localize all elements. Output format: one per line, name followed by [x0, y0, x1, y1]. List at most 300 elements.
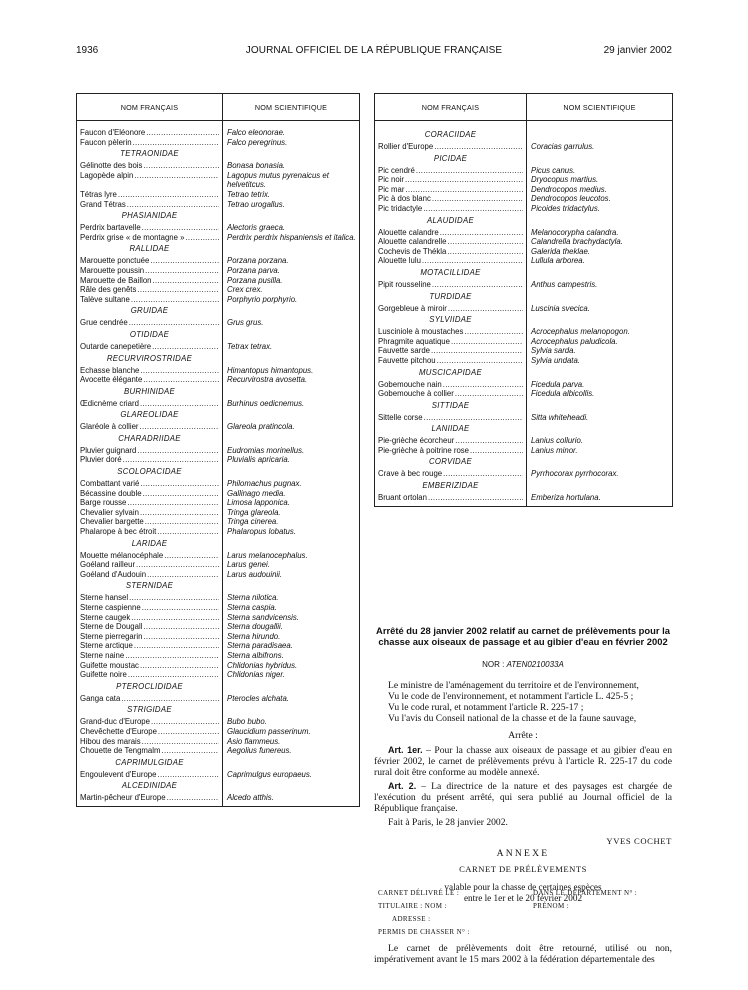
issue-date: 29 janvier 2002	[603, 45, 672, 56]
scientific-name: Falco eleonorae.	[227, 128, 286, 137]
french-name-cell	[77, 527, 223, 537]
french-name-cell	[375, 228, 527, 238]
dot-leader	[440, 228, 523, 238]
scientific-name: Grus grus.	[227, 318, 264, 328]
species-row	[77, 138, 360, 148]
species-row	[77, 651, 360, 661]
family-spacer	[527, 266, 673, 280]
french-name-cell	[77, 622, 223, 632]
family-name: SYLVIIDAE	[375, 313, 527, 327]
family-row	[77, 680, 360, 694]
dot-leader	[405, 175, 523, 185]
dot-leader	[143, 622, 219, 632]
form-field-adresse: ADRESSE :	[392, 915, 431, 923]
french-name: Mouette mélanocéphale	[80, 550, 164, 560]
family-spacer	[223, 242, 360, 256]
family-row	[375, 121, 673, 143]
form-field-prenom: PRÉNOM :	[533, 902, 570, 910]
dot-leader	[443, 469, 523, 479]
species-row	[77, 670, 360, 680]
french-name-cell	[375, 493, 527, 506]
french-name: Chouette de Tengmalm	[80, 746, 161, 756]
species-row	[77, 266, 360, 276]
family-name: PHASIANIDAE	[77, 209, 223, 223]
french-name-cell	[77, 570, 223, 580]
species-row	[77, 256, 360, 266]
scientific-name: Larus genei.	[227, 560, 270, 570]
french-name-cell	[77, 651, 223, 661]
french-name-cell	[77, 670, 223, 680]
french-name-cell	[77, 641, 223, 651]
species-row	[375, 436, 673, 446]
dot-leader	[140, 661, 219, 671]
french-name: Sterne pierregarin	[80, 631, 143, 641]
species-row	[375, 327, 673, 337]
form-field-titulaire-nom: TITULAIRE : NOM :	[378, 902, 447, 910]
french-name-cell	[77, 190, 223, 200]
family-name: MOTACILLIDAE	[375, 266, 527, 280]
scientific-name: Dendrocopos medius.	[531, 184, 607, 194]
family-name: OTIDIDAE	[77, 328, 223, 342]
scientific-name: Asio flammeus.	[227, 736, 281, 746]
dot-leader	[131, 295, 219, 305]
carnet-title: CARNET DE PRÉLÈVEMENTS	[459, 864, 587, 874]
family-name: STERNIDAE	[77, 579, 223, 593]
scientific-name: Limosa lapponica.	[227, 498, 290, 508]
french-name: Echasse blanche	[80, 365, 140, 375]
french-name-cell	[375, 280, 527, 290]
family-spacer	[223, 537, 360, 551]
species-row	[77, 632, 360, 642]
dot-leader	[123, 455, 219, 465]
form-field-carnet-delivre: CARNET DÉLIVRÉ LE :	[378, 889, 460, 897]
french-name: Grand-duc d'Europe	[80, 717, 150, 727]
french-name-cell	[375, 175, 527, 185]
dot-leader	[464, 327, 523, 337]
family-name: CORVIDAE	[375, 455, 527, 469]
french-name-cell	[77, 161, 223, 171]
dot-leader	[118, 190, 219, 200]
family-row	[375, 479, 673, 493]
species-row	[77, 746, 360, 756]
family-spacer	[527, 152, 673, 166]
article-1-label: Art. 1er.	[388, 745, 423, 755]
scientific-name: Bonasa bonasia.	[227, 161, 286, 171]
scientific-name: Bubo bubo.	[227, 717, 267, 727]
french-name-cell	[77, 455, 223, 465]
dot-leader	[143, 489, 219, 499]
family-name: ALAUDIDAE	[375, 214, 527, 228]
family-name: GLAREOLIDAE	[77, 408, 223, 422]
french-name: Perdrix bartavelle	[80, 223, 141, 233]
dot-leader	[128, 670, 219, 680]
dot-leader	[428, 493, 523, 503]
dot-leader	[121, 694, 219, 704]
french-name-cell	[77, 727, 223, 737]
french-name: Sterne de Dougall	[80, 622, 143, 632]
family-name: LANIIDAE	[375, 422, 527, 436]
scientific-name: Sterna nilotica.	[227, 593, 279, 603]
dot-leader	[145, 266, 219, 276]
dot-leader	[161, 746, 219, 756]
family-name: TETRAONIDAE	[77, 147, 223, 161]
french-name-cell	[77, 632, 223, 642]
dot-leader	[143, 375, 219, 385]
family-name: RALLIDAE	[77, 242, 223, 256]
french-name: Fauvette pitchou	[378, 355, 436, 365]
french-name-cell	[77, 746, 223, 756]
scientific-name: Philomachus pugnax.	[227, 479, 302, 489]
french-name-cell	[375, 413, 527, 423]
species-row	[375, 175, 673, 185]
family-spacer	[223, 352, 360, 366]
french-name: Pluvier doré	[80, 455, 122, 465]
form-row-adresse	[392, 915, 686, 923]
article-2	[374, 781, 672, 814]
family-row	[77, 779, 360, 793]
article-1	[374, 745, 672, 778]
article-2-text: – La directrice de la nature et des paysages est chargée de l'exécution du présent arrêté, qui sera publié au Journal officiel de la République française.	[374, 781, 672, 814]
nor-label: NOR :	[482, 660, 505, 669]
french-name: Pic tridactyle	[378, 203, 423, 213]
scientific-name: Lanius collurio.	[531, 436, 584, 446]
family-row	[375, 455, 673, 469]
french-name-cell	[77, 446, 223, 456]
family-row	[77, 465, 360, 479]
family-row	[77, 242, 360, 256]
scientific-name: Eudromias morinellus.	[227, 445, 305, 455]
species-row	[77, 223, 360, 233]
dot-leader	[131, 613, 219, 623]
scientific-name: Anthus campestris.	[531, 279, 598, 289]
french-name-cell	[77, 508, 223, 518]
scientific-name: Himantopus himantopus.	[227, 365, 314, 375]
species-row	[77, 489, 360, 499]
scientific-name: Sterna dougallii.	[227, 622, 283, 632]
dot-leader	[448, 304, 523, 314]
french-name: Pluvier guignard	[80, 445, 137, 455]
dot-leader	[143, 161, 219, 171]
arrete-paragraph: Le ministre de l'aménagement du territoire et de l'environnement,	[388, 680, 639, 691]
scientific-name: Tetrao tetrix.	[227, 189, 271, 199]
family-name: SITTIDAE	[375, 399, 527, 413]
species-row	[77, 498, 360, 508]
french-name: Crave à bec rouge	[378, 469, 443, 479]
french-name: Hibou des marais	[80, 736, 141, 746]
dot-leader	[140, 366, 219, 376]
french-name: Râle des genêts	[80, 285, 137, 295]
scientific-name: Tetrao urogallus.	[227, 199, 285, 209]
page-header	[76, 45, 672, 59]
dot-leader	[164, 551, 219, 561]
french-name-cell	[77, 593, 223, 603]
family-spacer	[223, 304, 360, 318]
dot-leader	[125, 651, 219, 661]
species-row	[375, 389, 673, 399]
scientific-name: Luscinia svecica.	[531, 303, 590, 313]
family-spacer	[527, 214, 673, 228]
dot-leader	[448, 237, 524, 247]
family-spacer	[223, 432, 360, 446]
french-name-cell	[77, 200, 223, 210]
dot-leader	[134, 171, 219, 181]
family-row	[77, 408, 360, 422]
french-name: Gélinotte des bois	[80, 161, 143, 171]
species-row	[77, 517, 360, 527]
species-row	[77, 613, 360, 623]
scientific-name: Burhinus oedicnemus.	[227, 398, 305, 408]
species-row	[77, 641, 360, 651]
french-name: Pic mar	[378, 184, 405, 194]
scientific-name: Perdrix perdrix hispaniensis et italica.	[227, 232, 356, 242]
form-row-titulaire	[378, 902, 672, 910]
dot-leader	[455, 389, 523, 399]
family-name: PTEROCLIDIDAE	[77, 680, 223, 694]
french-name-cell	[375, 256, 527, 266]
species-row	[77, 161, 360, 171]
scientific-name: Sterna sandvicensis.	[227, 612, 299, 622]
scientific-name: Lullula arborea.	[531, 256, 585, 266]
family-row	[77, 385, 360, 399]
arrete-paragraph: Vu le code de l'environnement, et notamment l'article L. 425-5 ;	[388, 691, 634, 702]
family-spacer	[223, 779, 360, 793]
french-name: Sterne naine	[80, 650, 125, 660]
species-row	[375, 142, 673, 152]
article-1-text: – Pour la chasse aux oiseaux de passage et au gibier d'eau en février 2002, le carnet de prélèvements prévu à l'article R. 225-17 du code rural doit être conforme au modèle annexé.	[374, 745, 672, 778]
family-spacer	[223, 680, 360, 694]
family-row	[375, 214, 673, 228]
french-name-cell	[77, 256, 223, 266]
species-row	[375, 247, 673, 257]
family-spacer	[527, 290, 673, 304]
form-field-departement: DANS LE DÉPARTEMENT N° :	[533, 889, 638, 897]
nor-code: ATEN0210033A	[506, 660, 564, 669]
french-name-cell	[77, 737, 223, 747]
dot-leader	[140, 399, 219, 409]
species-row	[375, 304, 673, 314]
scientific-name: Glareola pratincola.	[227, 422, 295, 432]
validity-line-1: valable pour la chasse de certaines espèces	[444, 882, 602, 892]
french-name-cell	[375, 204, 527, 214]
french-name-cell	[375, 142, 527, 152]
dot-leader	[455, 436, 523, 446]
scientific-name: Falco peregrinus.	[227, 137, 288, 147]
french-name-cell	[375, 436, 527, 446]
family-spacer	[223, 147, 360, 161]
french-name-cell	[77, 603, 223, 613]
dot-leader	[142, 737, 219, 747]
scientific-name: Tringa cinerea.	[227, 517, 279, 527]
dot-leader	[142, 223, 219, 233]
fait-a-paris: Fait à Paris, le 28 janvier 2002.	[388, 817, 508, 828]
form-row-carnet	[378, 889, 672, 897]
family-name: MUSCICAPIDAE	[375, 366, 527, 380]
french-name-cell	[77, 479, 223, 489]
dot-leader	[127, 498, 219, 508]
form-field-permis: PERMIS DE CHASSER N° :	[378, 928, 470, 936]
french-name-cell	[77, 318, 223, 328]
french-name: Alouette lulu	[378, 256, 421, 266]
column-header-french-name: NOM FRANÇAIS	[77, 94, 223, 121]
species-row	[375, 337, 673, 347]
french-name: Perdrix grise « de montagne »	[80, 232, 185, 242]
family-row	[77, 352, 360, 366]
dot-leader	[150, 256, 219, 266]
french-name: Sterne arctique	[80, 641, 133, 651]
species-row	[77, 233, 360, 243]
french-name-cell	[77, 498, 223, 508]
french-name-cell	[77, 560, 223, 570]
french-name-cell	[77, 489, 223, 499]
french-name-cell	[375, 389, 527, 399]
final-text: Le carnet de prélèvements doit être retourné, utilisé ou non, impérativement avant le 15 mars 2002 à la fédération départementale des	[374, 943, 672, 965]
scientific-name: Sylvia undata.	[531, 355, 580, 365]
dot-leader	[140, 422, 219, 432]
scientific-name: Larus audouinii.	[227, 569, 283, 579]
family-spacer	[223, 465, 360, 479]
arrete-title: Arrêté du 28 janvier 2002 relatif au carnet de prélèvements pour la chasse aux oiseaux de passage et au gibier d'eau en février 2002	[376, 625, 670, 647]
dot-leader	[137, 285, 219, 295]
french-name: Combattant varié	[80, 479, 140, 489]
french-name-cell	[77, 342, 223, 352]
family-spacer	[223, 385, 360, 399]
family-row	[77, 328, 360, 342]
dot-leader	[405, 185, 523, 195]
french-name-cell	[77, 223, 223, 233]
family-spacer	[223, 579, 360, 593]
dot-leader	[140, 508, 219, 518]
signature: YVES COCHET	[606, 836, 672, 846]
scientific-name: Porzana pusilla.	[227, 275, 283, 285]
dot-leader	[437, 356, 523, 366]
dot-leader	[431, 346, 523, 356]
family-spacer	[223, 328, 360, 342]
french-name-cell	[77, 276, 223, 286]
species-row	[77, 661, 360, 671]
french-name: Goéland railleur	[80, 560, 136, 570]
scientific-name: Acrocephalus paludicola.	[531, 336, 618, 346]
dot-leader	[432, 194, 523, 204]
french-name: Engoulevent d'Europe	[80, 769, 157, 779]
scientific-name: Acrocephalus melanopogon.	[531, 327, 630, 337]
scientific-name: Alectoris graeca.	[227, 223, 286, 233]
scientific-name: Crex crex.	[227, 285, 263, 295]
french-name: Guifette moustac	[80, 660, 139, 670]
column-header-scientific-name: NOM SCIENTIFIQUE	[527, 94, 673, 121]
arrete-paragraph: Vu l'avis du Conseil national de la chasse et de la faune sauvage,	[388, 713, 637, 724]
family-name: CAPRIMULGIDAE	[77, 756, 223, 770]
french-name: Sterne hansel	[80, 593, 129, 603]
journal-title: JOURNAL OFFICIEL DE LA RÉPUBLIQUE FRANÇAISE	[245, 45, 503, 56]
scientific-name: Alcedo atthis.	[227, 793, 274, 803]
dot-leader	[423, 204, 523, 214]
french-name: Guifette noire	[80, 670, 127, 680]
dot-leader	[157, 770, 219, 780]
scientific-name: Melanocorypha calandra.	[531, 227, 619, 237]
family-spacer	[223, 756, 360, 770]
form-row-permis	[378, 928, 672, 936]
species-row	[375, 356, 673, 366]
french-name-cell	[77, 138, 223, 148]
family-row	[77, 304, 360, 318]
french-name: Lagopède alpin	[80, 170, 134, 180]
family-row	[77, 537, 360, 551]
scientific-name: Sitta whiteheadi.	[531, 412, 589, 422]
french-name: Sittelle corse	[378, 412, 423, 422]
french-name-cell	[375, 380, 527, 390]
family-row	[77, 209, 360, 223]
dot-leader	[447, 247, 523, 257]
scientific-name: Dryocopus martius.	[531, 175, 599, 185]
family-row	[77, 147, 360, 161]
species-row	[375, 166, 673, 176]
species-row	[77, 455, 360, 465]
scientific-name: Sterna caspia.	[227, 603, 277, 612]
family-row	[77, 432, 360, 446]
french-name: Pie-grièche écorcheur	[378, 436, 455, 446]
species-row	[77, 508, 360, 518]
french-name-cell	[77, 717, 223, 727]
article-2-label: Art. 2.	[388, 781, 417, 791]
french-name-cell	[77, 366, 223, 376]
scientific-name: Ficedula parva.	[531, 379, 585, 389]
french-name: Alouette calandre	[378, 227, 439, 237]
french-name: Marouette poussin	[80, 265, 145, 275]
scientific-name: Glaucidium passerinum.	[227, 726, 311, 736]
french-name-cell	[77, 661, 223, 671]
french-name: Ganga cata	[80, 693, 121, 703]
family-row	[375, 366, 673, 380]
species-row	[77, 527, 360, 537]
french-name: Glaréole à collier	[80, 422, 139, 432]
species-row	[375, 413, 673, 423]
scientific-name: Lanius minor.	[531, 445, 578, 455]
french-name: Marouette ponctuée	[80, 256, 150, 266]
family-spacer	[527, 313, 673, 327]
dot-leader	[152, 342, 219, 352]
french-name: Grand Tétras	[80, 199, 126, 209]
french-name-cell	[77, 770, 223, 780]
french-name-cell	[77, 266, 223, 276]
family-row	[375, 313, 673, 327]
dot-leader	[422, 256, 523, 266]
dot-leader	[143, 632, 219, 642]
dot-leader	[470, 446, 523, 456]
french-name: Outarde canepetière	[80, 341, 152, 351]
species-row	[77, 200, 360, 210]
dot-leader	[185, 233, 219, 243]
species-row	[77, 770, 360, 780]
species-row	[77, 793, 360, 806]
french-name: Sterne caspienne	[80, 603, 141, 612]
french-name: Pie-grièche à poitrine rose	[378, 445, 470, 455]
dot-leader	[146, 128, 219, 138]
scientific-name: Tetrax tetrax.	[227, 341, 273, 351]
french-name-cell	[375, 304, 527, 314]
dot-leader	[443, 380, 523, 390]
family-spacer	[527, 479, 673, 493]
family-spacer	[223, 209, 360, 223]
family-name: SCOLOPACIDAE	[77, 465, 223, 479]
french-name: Pic à dos blanc	[378, 194, 431, 204]
french-name-cell	[375, 446, 527, 456]
scientific-name: Porzana porzana.	[227, 256, 289, 266]
french-name: Gobemouche nain	[378, 379, 442, 389]
french-name: Chevêchette d'Europe	[80, 726, 157, 736]
french-name-cell	[375, 247, 527, 257]
column-header-scientific-name: NOM SCIENTIFIQUE	[223, 94, 360, 121]
species-row	[375, 380, 673, 390]
